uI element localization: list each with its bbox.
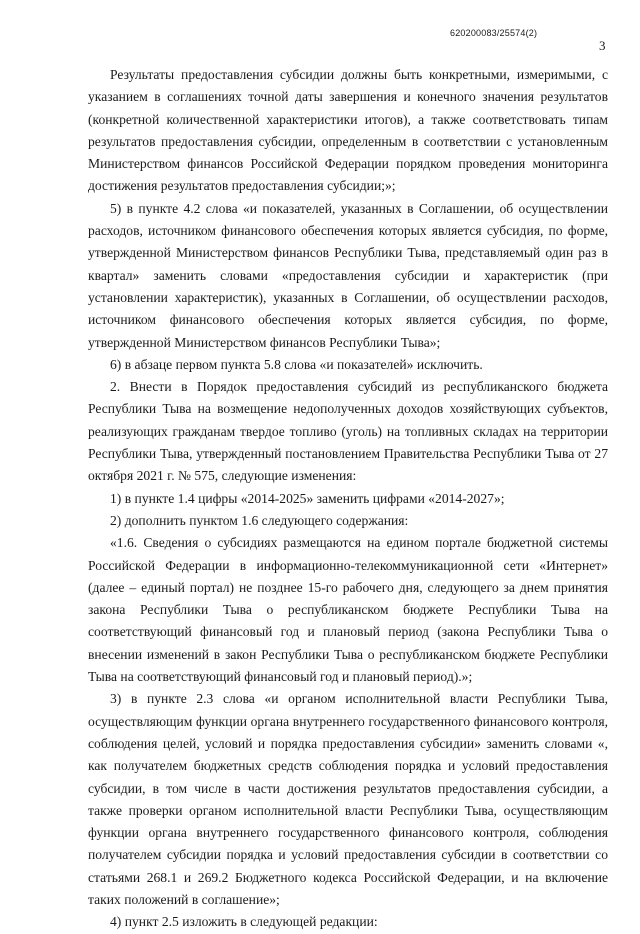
paragraph-item-4: 4) пункт 2.5 изложить в следующей редакции: [110,914,378,930]
page-number: 3 [599,38,606,53]
paragraph-item-3: 3) в пункте 2.3 слова «и органом исполнительной власти Республики Тыва, осуществляющим функции органа внутреннего государственного финансового контроля, соблюдения целей, условий и порядка предоставления субсидии» заменить словами «, как получателем бюджетных средств соблюдения порядка и условий предоставления субсидии, в том числе в части достижения результатов предоставления субсидии, а также проверки органом исполнительной власти Республики Тыва, осуществляющим функции органа внутреннего государственного финансового контроля, соблюдения получателем субсидии порядка и условий предоставления субсидии в соответствии со статьями 268.1 и 269.2 Бюджетного кодекса Российской Федерации, и на включение таких положений в соглашение»; [88,691,608,907]
paragraph-item-6: 6) в абзаце первом пункта 5.8 слова «и показателей» исключить. [110,356,483,372]
paragraph-item-1: 1) в пункте 1.4 цифры «2014-2025» заменить цифрами «2014-2027»; [110,490,505,506]
document-registration-number: 620200083/25574(2) [450,28,538,38]
paragraph-item-2: 2) дополнить пунктом 1.6 следующего содержания: [110,512,409,528]
paragraph-section-2: 2. Внести в Порядок предоставления субсидий из республиканского бюджета Республики Тыва на возмещение недополученных доходов хозяйствующих субъектов, реализующих гражданам твердое топливо (уголь) на топливных складах на территории Республики Тыва, утвержденный постановлением Правительства Республики Тыва от 27 октября 2021 г. № 575, следующие изменения: [88,379,608,484]
paragraph-item-5: 5) в пункте 4.2 слова «и показателей, указанных в Соглашении, об осуществлении расходов, источником финансового обеспечения которых является субсидия, по форме, утвержденной Министерством финансов Республики Тыва, представляемый один раз в квартал» заменить словами «предоставления субсидии и характеристик (при установлении характеристик), указанных в Соглашении, об осуществлении расходов, источником финансового обеспечения которых является субсидия, по форме, утвержденной Министерством финансов Республики Тыва»; [88,200,608,350]
paragraph-clause-1-6: «1.6. Сведения о субсидиях размещаются на едином портале бюджетной системы Российской Федерации в информационно-телекоммуникационной сети «Интернет» (далее – единый портал) не позднее 15-го рабочего дня, следующего за днем принятия закона Республики Тыва о республиканском бюджете Республики Тыва на соответствующий финансовый год и плановый период (закона Республики Тыва о внесении изменений в закон Республики Тыва о республиканском бюджете Республики Тыва на соответствующий финансовый год и плановый период).»; [88,535,608,685]
document-body [88,64,608,934]
paragraph-results-requirements: Результаты предоставления субсидии должны быть конкретными, измеримыми, с указанием в соглашениях точной даты завершения и конечного значения результатов (конкретной количественной характеристики итогов), а также соответствовать типам результатов предоставления субсидии, определенным в соответствии с установленным Министерством финансов Российской Федерации порядком проведения мониторинга достижения результатов предоставления субсидии;»; [88,67,608,194]
